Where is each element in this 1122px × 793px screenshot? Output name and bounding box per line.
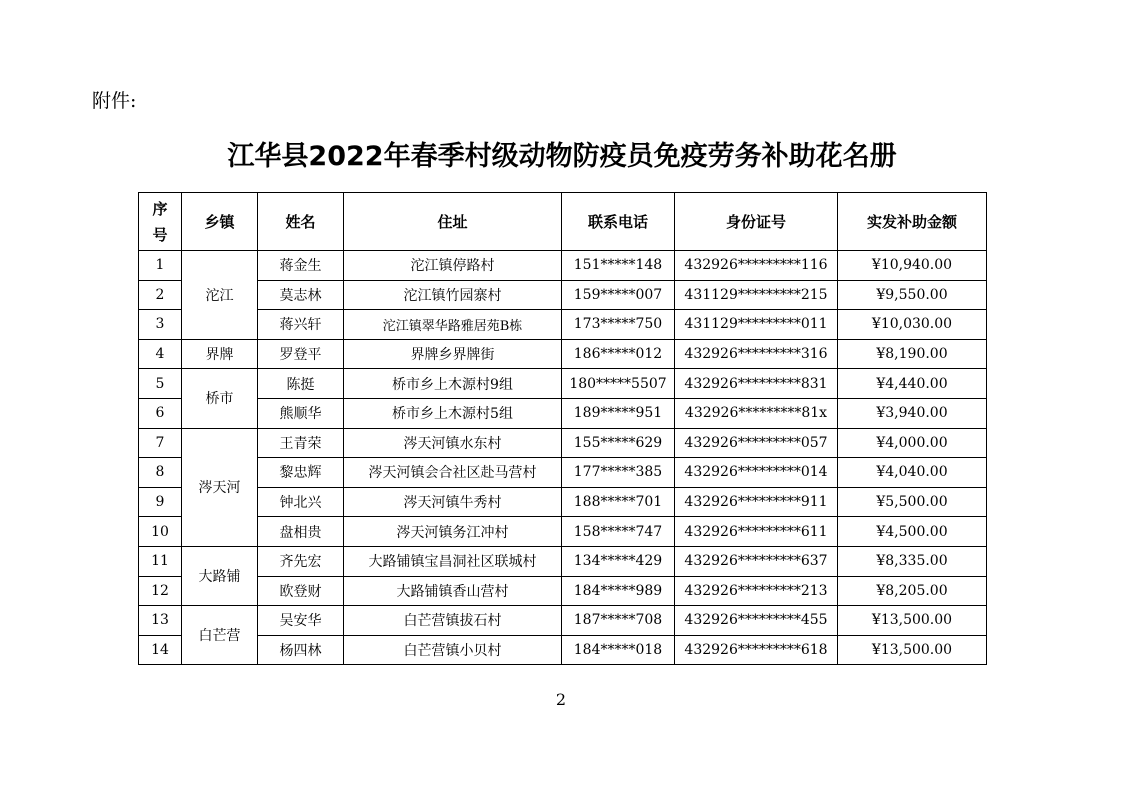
cell-id-number: 432926*********057 bbox=[675, 428, 838, 458]
subsidy-roster-table bbox=[138, 192, 987, 665]
cell-town: 白芒营 bbox=[182, 606, 258, 665]
cell-name: 莫志林 bbox=[258, 280, 344, 310]
cell-seq: 4 bbox=[139, 339, 182, 369]
cell-id-number: 431129*********215 bbox=[675, 280, 838, 310]
cell-address: 桥市乡上木源村9组 bbox=[344, 369, 562, 399]
cell-town: 涔天河 bbox=[182, 428, 258, 546]
cell-seq: 9 bbox=[139, 487, 182, 517]
cell-name: 蒋金生 bbox=[258, 251, 344, 281]
cell-seq: 5 bbox=[139, 369, 182, 399]
header-address: 住址 bbox=[344, 193, 562, 251]
cell-id-number: 432926*********831 bbox=[675, 369, 838, 399]
cell-address: 桥市乡上木源村5组 bbox=[344, 398, 562, 428]
cell-id-number: 432926*********81x bbox=[675, 398, 838, 428]
cell-amount: ¥4,000.00 bbox=[838, 428, 987, 458]
cell-id-number: 432926*********116 bbox=[675, 251, 838, 281]
cell-seq: 8 bbox=[139, 458, 182, 488]
cell-name: 吴安华 bbox=[258, 606, 344, 636]
cell-address: 白芒营镇拔石村 bbox=[344, 606, 562, 636]
table-row bbox=[139, 458, 987, 488]
cell-name: 黎忠辉 bbox=[258, 458, 344, 488]
cell-name: 熊顺华 bbox=[258, 398, 344, 428]
cell-phone: 188*****701 bbox=[562, 487, 675, 517]
cell-phone: 159*****007 bbox=[562, 280, 675, 310]
header-name: 姓名 bbox=[258, 193, 344, 251]
cell-name: 盘相贵 bbox=[258, 517, 344, 547]
cell-phone: 134*****429 bbox=[562, 546, 675, 576]
cell-seq: 12 bbox=[139, 576, 182, 606]
cell-seq: 10 bbox=[139, 517, 182, 547]
table-row bbox=[139, 517, 987, 547]
cell-seq: 1 bbox=[139, 251, 182, 281]
cell-amount: ¥4,040.00 bbox=[838, 458, 987, 488]
cell-phone: 173*****750 bbox=[562, 310, 675, 340]
table-row bbox=[139, 635, 987, 665]
cell-name: 齐先宏 bbox=[258, 546, 344, 576]
cell-name: 欧登财 bbox=[258, 576, 344, 606]
cell-amount: ¥13,500.00 bbox=[838, 606, 987, 636]
cell-name: 钟北兴 bbox=[258, 487, 344, 517]
cell-town: 界牌 bbox=[182, 339, 258, 369]
cell-id-number: 432926*********911 bbox=[675, 487, 838, 517]
cell-seq: 3 bbox=[139, 310, 182, 340]
cell-town: 沱江 bbox=[182, 251, 258, 340]
cell-phone: 184*****018 bbox=[562, 635, 675, 665]
cell-id-number: 432926*********316 bbox=[675, 339, 838, 369]
cell-phone: 187*****708 bbox=[562, 606, 675, 636]
cell-amount: ¥8,205.00 bbox=[838, 576, 987, 606]
page-number: 2 bbox=[555, 690, 567, 709]
table-row bbox=[139, 606, 987, 636]
table-row bbox=[139, 251, 987, 281]
header-row bbox=[139, 193, 987, 251]
cell-amount: ¥8,335.00 bbox=[838, 546, 987, 576]
table-row bbox=[139, 428, 987, 458]
table-row bbox=[139, 576, 987, 606]
cell-address: 涔天河镇水东村 bbox=[344, 428, 562, 458]
table-row bbox=[139, 310, 987, 340]
cell-phone: 184*****989 bbox=[562, 576, 675, 606]
cell-address: 大路铺镇宝昌洞社区联城村 bbox=[344, 546, 562, 576]
header-amount: 实发补助金额 bbox=[838, 193, 987, 251]
cell-phone: 177*****385 bbox=[562, 458, 675, 488]
table-row bbox=[139, 398, 987, 428]
table-row bbox=[139, 280, 987, 310]
cell-address: 白芒营镇小贝村 bbox=[344, 635, 562, 665]
cell-amount: ¥9,550.00 bbox=[838, 280, 987, 310]
cell-seq: 13 bbox=[139, 606, 182, 636]
table-row bbox=[139, 369, 987, 399]
cell-seq: 11 bbox=[139, 546, 182, 576]
document-title: 江华县2022年春季村级动物防疫员免疫劳务补助花名册 bbox=[227, 141, 897, 172]
cell-phone: 158*****747 bbox=[562, 517, 675, 547]
cell-address: 沱江镇翠华路雅居苑B栋 bbox=[344, 310, 562, 340]
cell-name: 杨四林 bbox=[258, 635, 344, 665]
cell-name: 王青荣 bbox=[258, 428, 344, 458]
cell-name: 蒋兴轩 bbox=[258, 310, 344, 340]
cell-address: 涔天河镇牛秀村 bbox=[344, 487, 562, 517]
cell-address: 沱江镇竹园寨村 bbox=[344, 280, 562, 310]
cell-id-number: 432926*********637 bbox=[675, 546, 838, 576]
cell-address: 大路铺镇香山营村 bbox=[344, 576, 562, 606]
table-row bbox=[139, 546, 987, 576]
cell-id-number: 432926*********611 bbox=[675, 517, 838, 547]
table-row bbox=[139, 339, 987, 369]
cell-address: 涔天河镇会合社区赴马营村 bbox=[344, 458, 562, 488]
cell-id-number: 431129*********011 bbox=[675, 310, 838, 340]
header-phone: 联系电话 bbox=[562, 193, 675, 251]
cell-amount: ¥10,940.00 bbox=[838, 251, 987, 281]
attachment-label: 附件: bbox=[92, 90, 137, 112]
table-row bbox=[139, 487, 987, 517]
cell-amount: ¥4,500.00 bbox=[838, 517, 987, 547]
cell-amount: ¥3,940.00 bbox=[838, 398, 987, 428]
cell-seq: 6 bbox=[139, 398, 182, 428]
cell-phone: 189*****951 bbox=[562, 398, 675, 428]
cell-amount: ¥10,030.00 bbox=[838, 310, 987, 340]
header-id-number: 身份证号 bbox=[675, 193, 838, 251]
cell-amount: ¥5,500.00 bbox=[838, 487, 987, 517]
cell-amount: ¥4,440.00 bbox=[838, 369, 987, 399]
cell-id-number: 432926*********014 bbox=[675, 458, 838, 488]
cell-seq: 2 bbox=[139, 280, 182, 310]
header-seq: 序 号 bbox=[139, 193, 182, 251]
cell-address: 沱江镇停路村 bbox=[344, 251, 562, 281]
cell-phone: 186*****012 bbox=[562, 339, 675, 369]
cell-phone: 155*****629 bbox=[562, 428, 675, 458]
cell-name: 陈挺 bbox=[258, 369, 344, 399]
cell-seq: 7 bbox=[139, 428, 182, 458]
cell-phone: 180*****5507 bbox=[562, 369, 675, 399]
cell-id-number: 432926*********213 bbox=[675, 576, 838, 606]
cell-amount: ¥13,500.00 bbox=[838, 635, 987, 665]
cell-seq: 14 bbox=[139, 635, 182, 665]
cell-id-number: 432926*********618 bbox=[675, 635, 838, 665]
header-town: 乡镇 bbox=[182, 193, 258, 251]
cell-amount: ¥8,190.00 bbox=[838, 339, 987, 369]
cell-town: 桥市 bbox=[182, 369, 258, 428]
cell-address: 界牌乡界牌街 bbox=[344, 339, 562, 369]
cell-name: 罗登平 bbox=[258, 339, 344, 369]
cell-id-number: 432926*********455 bbox=[675, 606, 838, 636]
cell-address: 涔天河镇务江冲村 bbox=[344, 517, 562, 547]
cell-phone: 151*****148 bbox=[562, 251, 675, 281]
cell-town: 大路铺 bbox=[182, 546, 258, 605]
